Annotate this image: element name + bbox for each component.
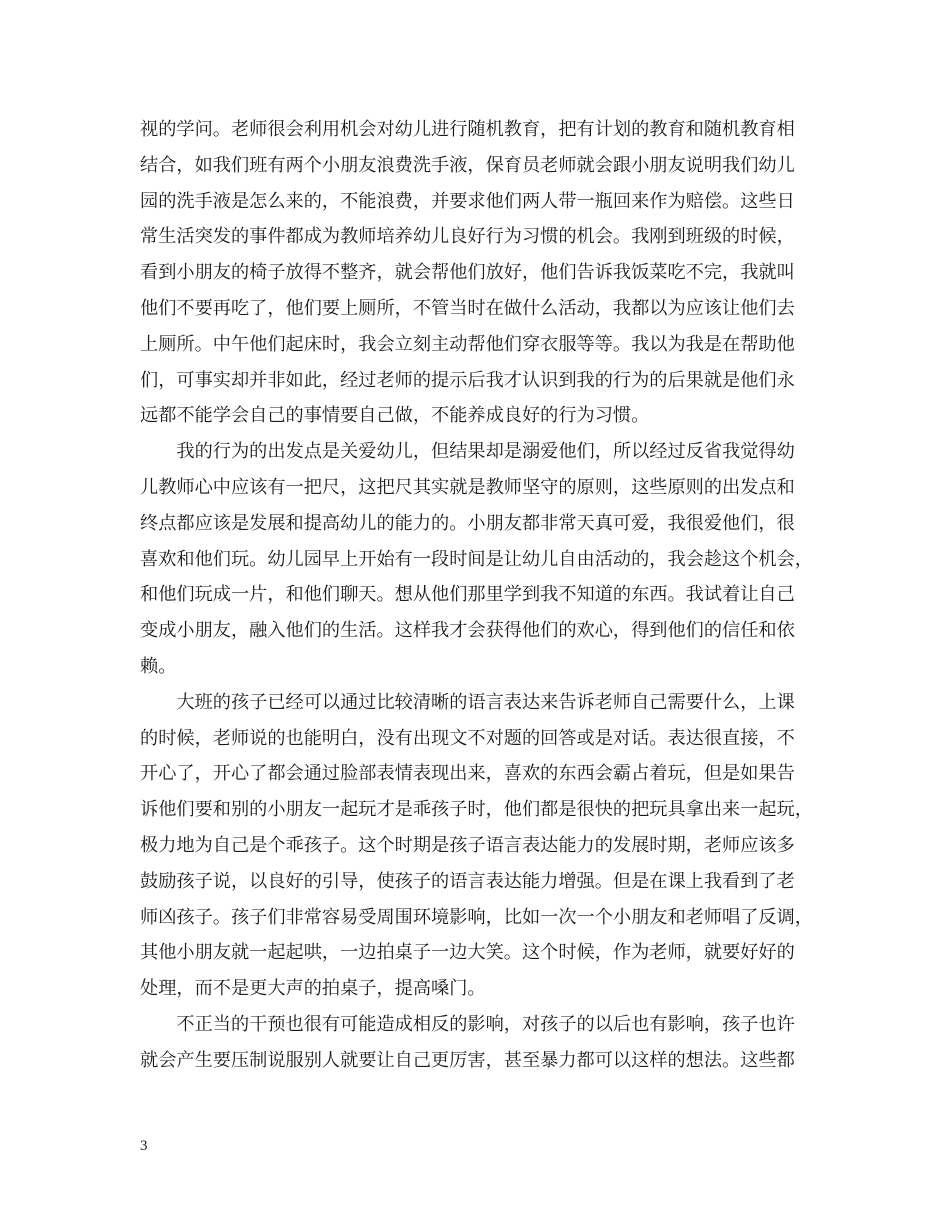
text-line: 上厕所。中午他们起床时，我会立刻主动帮他们穿衣服等等。我以为我是在帮助他: [140, 333, 795, 355]
paragraph: [140, 685, 822, 1007]
text-line: 变成小朋友，融入他们的生活。这样我才会获得他们的欢心，得到他们的信任和依: [140, 620, 795, 642]
text-line: 开心了，开心了都会通过脸部表情表现出来，喜欢的东西会霸占着玩，但是如果告: [140, 763, 795, 785]
text-line: 赖。: [140, 655, 177, 677]
text-line: 视的学问。老师很会利用机会对幼儿进行随机教育，把有计划的教育和随机教育相: [140, 119, 795, 140]
page-number: 3: [140, 1138, 148, 1154]
text-line: 儿教师心中应该有一把尺，这把尺其实就是教师坚守的原则，这些原则的出发点和: [140, 476, 795, 498]
text-line: 结合，如我们班有两个小朋友浪费洗手液，保育员老师就会跟小朋友说明我们幼儿: [140, 154, 795, 176]
text-line: 的时候，老师说的也能明白，没有出现文不对题的回答或是对话。表达很直接，不: [140, 727, 795, 749]
text-line: 远都不能学会自己的事情要自己做，不能养成良好的行为习惯。: [140, 405, 650, 427]
paragraph: [140, 112, 822, 434]
paragraph: [140, 434, 822, 685]
text-line: 和他们玩成一片，和他们聊天。想从他们那里学到我不知道的东西。我试着让自己: [140, 584, 795, 606]
text-line: 处理，而不是更大声的拍桌子，提高嗓门。: [140, 978, 486, 1000]
body-text: [140, 112, 822, 1079]
text-line: 他们不要再吃了，他们要上厕所，不管当时在做什么活动，我都以为应该让他们去: [140, 297, 795, 319]
text-line: 极力地为自己是个乖孩子。这个时期是孩子语言表达能力的发展时期，老师应该多: [140, 834, 795, 856]
text-line: 看到小朋友的椅子放得不整齐，就会帮他们放好，他们告诉我饭菜吃不完，我就叫: [140, 262, 795, 284]
paragraph: [140, 1007, 822, 1079]
text-line: 师凶孩子。孩子们非常容易受周围环境影响，比如一次一个小朋友和老师唱了反调，: [140, 906, 813, 928]
text-line: 就会产生要压制说服别人就要让自己更厉害，甚至暴力都可以这样的想法。这些都: [140, 1049, 795, 1071]
text-line: 诉他们要和别的小朋友一起玩才是乖孩子时，他们都是很快的把玩具拿出来一起玩，: [140, 799, 813, 821]
text-line: 鼓励孩子说，以良好的引导，使孩子的语言表达能力增强。但是在课上我看到了老: [140, 870, 795, 892]
text-line: 终点都应该是发展和提高幼儿的能力的。小朋友都非常天真可爱，我很爱他们，很: [140, 512, 795, 534]
text-line: 喜欢和他们玩。幼儿园早上开始有一段时间是让幼儿自由活动的，我会趁这个机会，: [140, 548, 813, 570]
text-line: 园的洗手液是怎么来的，不能浪费，并要求他们两人带一瓶回来作为赔偿。这些日: [140, 190, 795, 212]
text-line: 大班的孩子已经可以通过比较清晰的语言表达来告诉老师自己需要什么，上课: [140, 691, 795, 713]
text-line: 我的行为的出发点是关爱幼儿，但结果却是溺爱他们，所以经过反省我觉得幼: [140, 441, 795, 463]
text-line: 们，可事实却并非如此，经过老师的提示后我才认识到我的行为的后果就是他们永: [140, 369, 795, 391]
text-line: 常生活突发的事件都成为教师培养幼儿良好行为习惯的机会。我刚到班级的时候，: [140, 226, 795, 248]
text-line: 不正当的干预也很有可能造成相反的影响，对孩子的以后也有影响，孩子也许: [140, 1013, 795, 1035]
text-line: 其他小朋友就一起起哄，一边拍桌子一边大笑。这个时候，作为老师，就要好好的: [140, 942, 795, 964]
